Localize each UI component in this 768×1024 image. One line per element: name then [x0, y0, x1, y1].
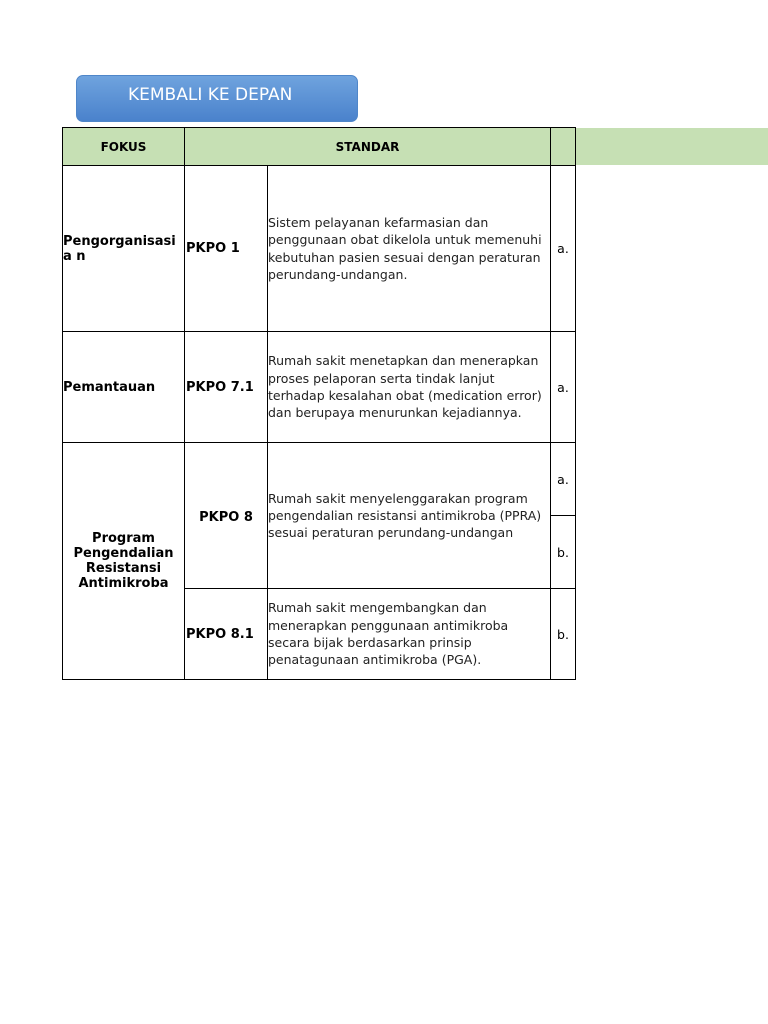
back-to-front-button[interactable]: KEMBALI KE DEPAN [76, 75, 358, 122]
code-cell: PKPO 1 [184, 165, 267, 331]
mark-cell: b. [550, 515, 575, 588]
header-fokus: FOKUS [62, 127, 184, 165]
code-cell: PKPO 7.1 [184, 331, 267, 442]
standards-table [62, 127, 576, 680]
code-cell: PKPO 8.1 [184, 588, 267, 679]
standard-cell: Sistem pelayanan kefarmasian dan penggunaan obat dikelola untuk memenuhi kebutuhan pasien sesuai dengan peraturan perundang-undangan. [267, 165, 550, 331]
fokus-cell: Program Pengendalian Resistansi Antimikroba [62, 442, 184, 679]
mark-cell: b. [550, 588, 575, 679]
code-cell: PKPO 8 [184, 442, 267, 588]
standard-cell: Rumah sakit mengembangkan dan menerapkan penggunaan antimikroba secara bijak berdasarkan prinsip penatagunaan antimikroba (PGA). [267, 588, 550, 679]
mark-cell: a. [550, 442, 575, 515]
header-blank [550, 127, 575, 165]
standard-cell: Rumah sakit menetapkan dan menerapkan proses pelaporan serta tindak lanjut terhadap kesalahan obat (medication error) dan berupaya menurunkan kejadiannya. [267, 331, 550, 442]
fokus-cell: Pengorganisasia n [62, 165, 184, 331]
mark-cell: a. [550, 331, 575, 442]
mark-cell: a. [550, 165, 575, 331]
fokus-cell: Pemantauan [62, 331, 184, 442]
standard-cell: Rumah sakit menyelenggarakan program pengendalian resistansi antimikroba (PPRA) sesuai peraturan perundang-undangan [267, 442, 550, 588]
header-extension [576, 128, 768, 165]
header-standar: STANDAR [184, 127, 550, 165]
